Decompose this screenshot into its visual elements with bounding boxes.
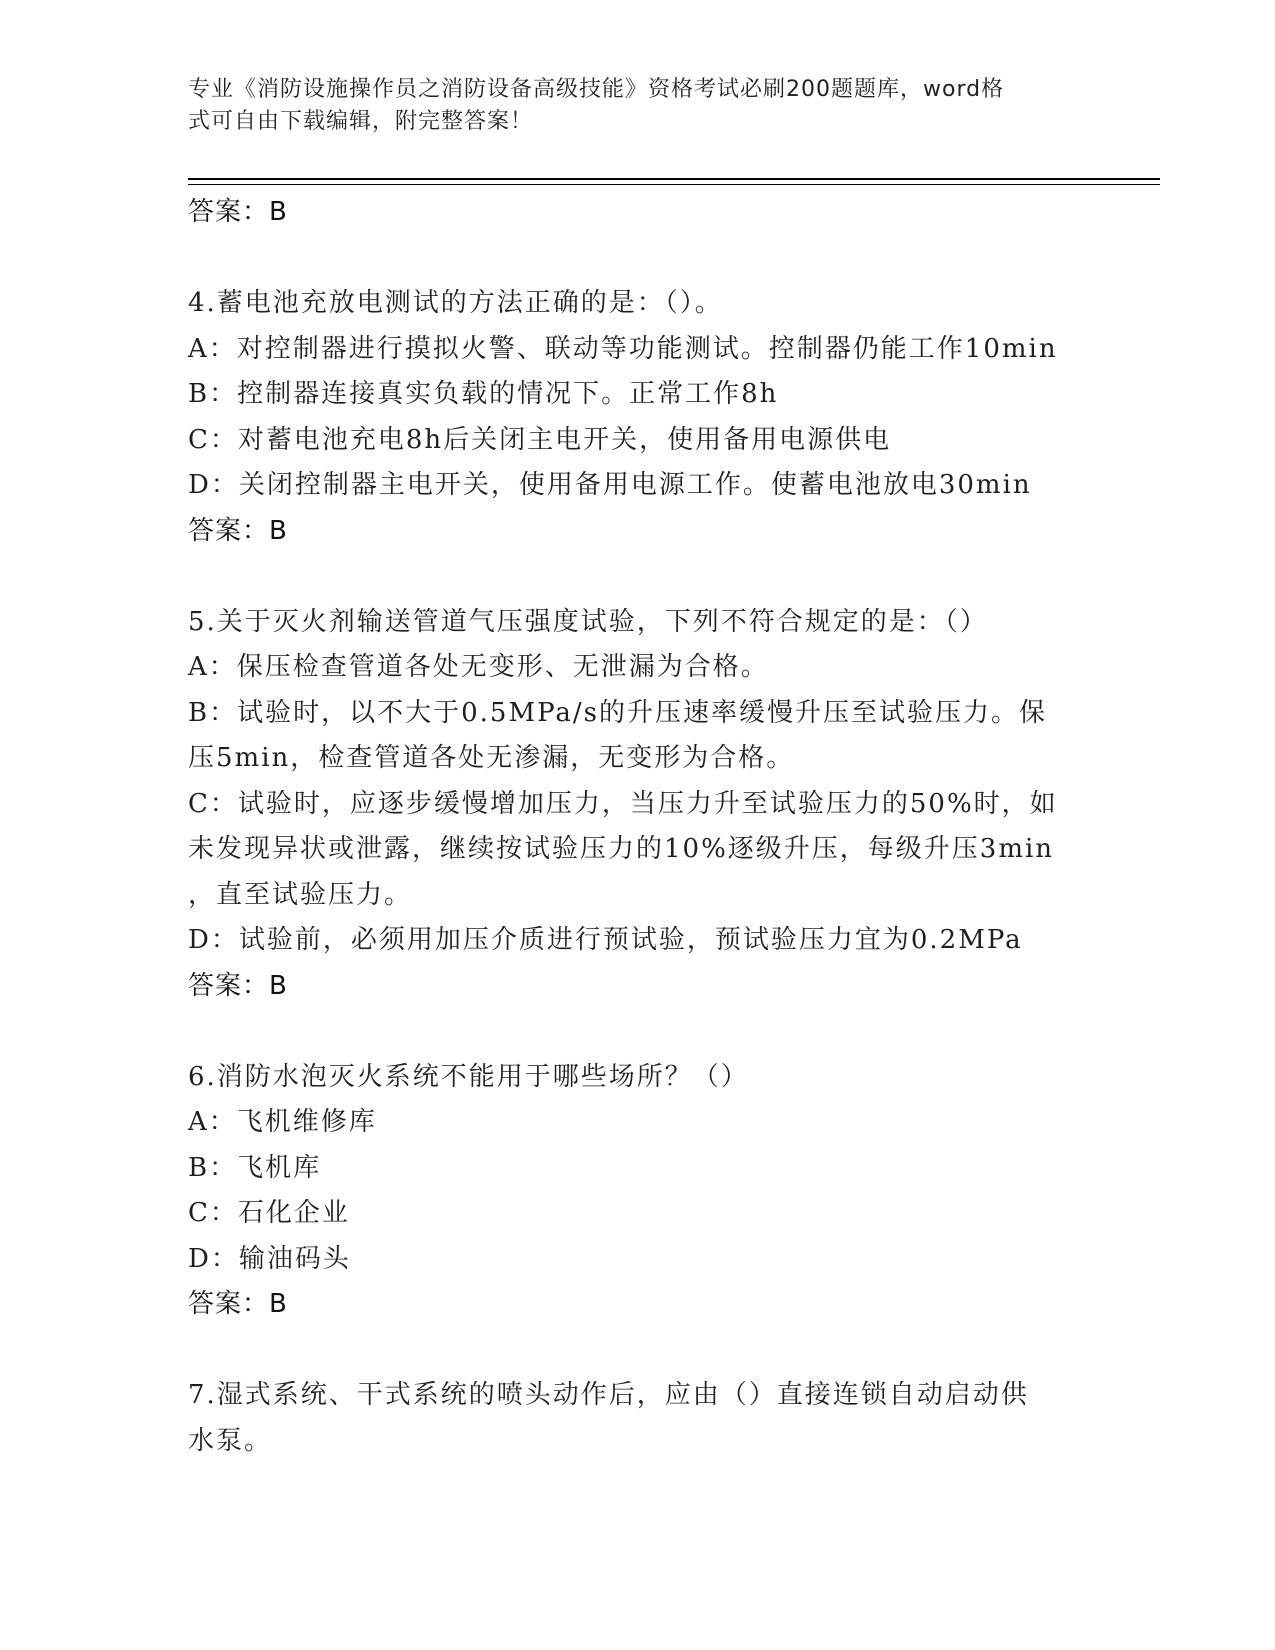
document-header xyxy=(188,74,1068,138)
question-5-option-c-line-2: 未发现异状或泄露，继续按试验压力的10%逐级升压，每级升压3min xyxy=(188,834,1055,864)
question-6-text: 6.消防水泡灭火系统不能用于哪些场所？（） xyxy=(188,1061,749,1092)
question-4-answer: 答案：B xyxy=(188,515,288,546)
spacer xyxy=(188,1009,1088,1055)
answer-q3: 答案：B xyxy=(188,197,288,227)
header-rule-thick xyxy=(188,178,1160,180)
spacer xyxy=(188,236,1088,282)
question-5-option-c-line-1: C：试验时，应逐步缓慢增加压力，当压力升至试验压力的50%时，如 xyxy=(188,788,1058,819)
question-5-option-c-line-3: ，直至试验压力。 xyxy=(188,879,413,910)
question-7 xyxy=(188,1373,1088,1464)
question-5-option-a: A：保压检查管道各处无变形、无泄漏为合格。 xyxy=(188,652,769,682)
question-6-option-c: C：石化企业 xyxy=(188,1198,350,1228)
question-7-text-line-1: 7.湿式系统、干式系统的喷头动作后，应由（）直接连锁自动启动供 xyxy=(188,1380,1029,1410)
question-6-option-a: A：飞机维修库 xyxy=(188,1107,377,1137)
header-line-1: 专业《消防设施操作员之消防设备高级技能》资格考试必刷200题题库，word格 xyxy=(188,77,1005,102)
question-6-option-d: D：输油码头 xyxy=(188,1243,351,1274)
question-5-answer: 答案：B xyxy=(188,970,288,1001)
spacer xyxy=(188,1328,1088,1374)
header-line-2: 式可自由下载编辑，附完整答案！ xyxy=(188,109,534,134)
question-6 xyxy=(188,1055,1088,1328)
question-7-text-line-2: 水泵。 xyxy=(188,1425,273,1456)
question-4-option-d: D：关闭控制器主电开关，使用备用电源工作。使蓄电池放电30min xyxy=(188,470,1032,500)
question-5-option-d: D：试验前，必须用加压介质进行预试验，预试验压力宜为0.2MPa xyxy=(188,925,1023,955)
question-5-option-b-line-1: B：试验时，以不大于0.5MPa/s的升压速率缓慢升压至试验压力。保 xyxy=(188,697,1048,728)
question-6-option-b: B：飞机库 xyxy=(188,1152,322,1183)
question-5-text: 5.关于灭火剂输送管道气压强度试验，下列不符合规定的是：（） xyxy=(188,606,988,637)
question-4-text: 4.蓄电池充放电测试的方法正确的是：（）。 xyxy=(188,288,723,318)
question-4 xyxy=(188,281,1088,554)
question-5-option-b-line-2: 压5min，检查管道各处无渗漏，无变形为合格。 xyxy=(188,743,795,773)
spacer xyxy=(188,554,1088,600)
question-6-answer: 答案：B xyxy=(188,1289,288,1319)
header-rule-thin xyxy=(188,184,1160,185)
question-4-option-a: A：对控制器进行摸拟火警、联动等功能测试。控制器仍能工作10min xyxy=(188,333,1058,364)
question-4-option-b: B：控制器连接真实负载的情况下。正常工作8h xyxy=(188,379,779,409)
document-body xyxy=(188,190,1088,1464)
question-4-option-c: C：对蓄电池充电8h后关闭主电开关，使用备用电源供电 xyxy=(188,424,892,455)
question-5 xyxy=(188,600,1088,1010)
